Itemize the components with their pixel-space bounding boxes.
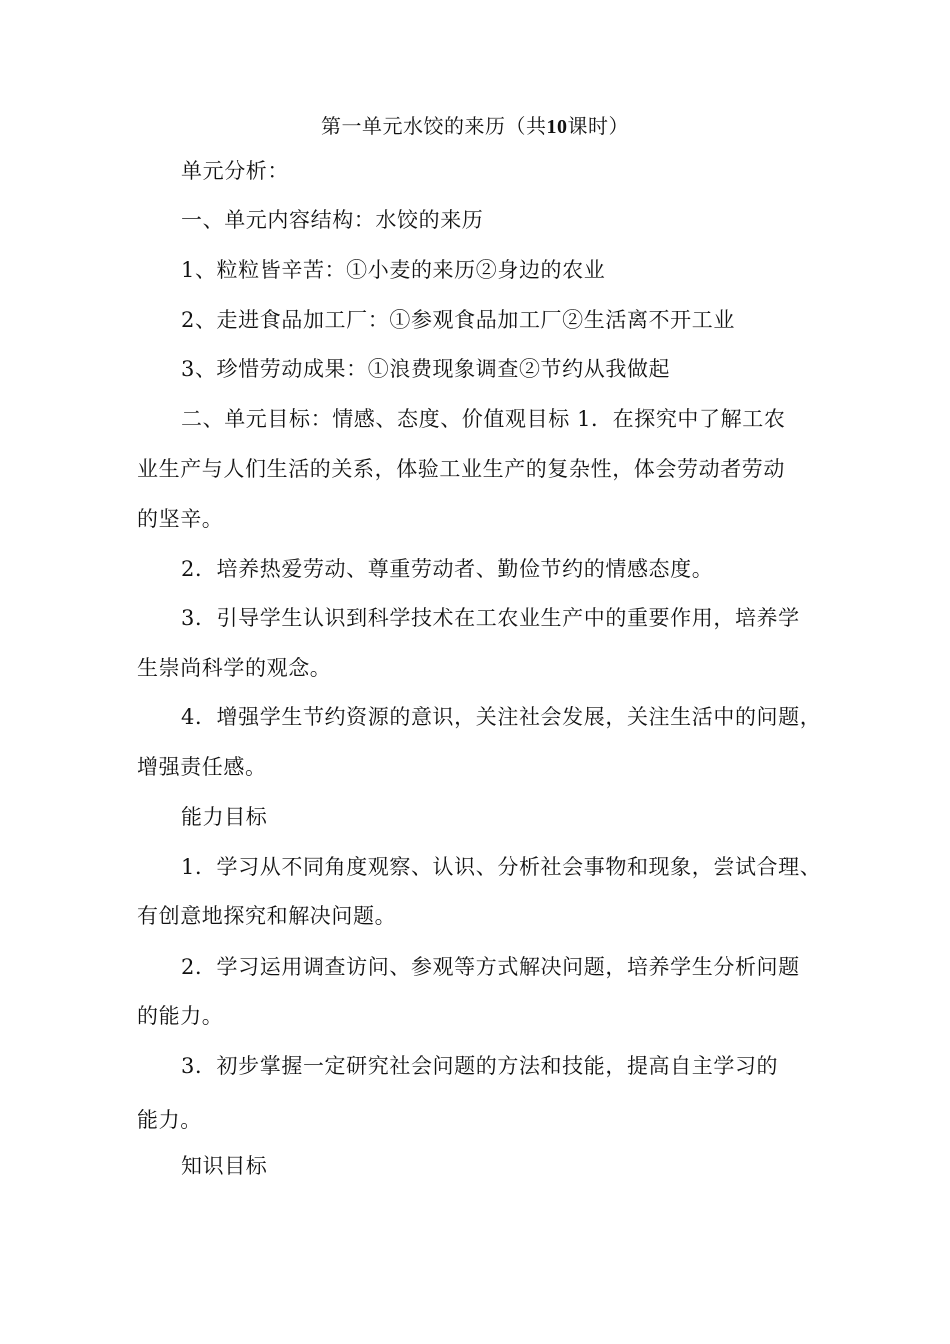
paragraph-line: 的能力。: [137, 1004, 224, 1028]
paragraph-line: 3．初步掌握一定研究社会问题的方法和技能，提高自主学习的: [181, 1054, 779, 1078]
paragraph-line: 增强责任感。: [137, 755, 267, 779]
paragraph-line: 能力。: [137, 1108, 202, 1132]
paragraph-line: 生崇尚科学的观念。: [137, 656, 332, 680]
section-heading-content-structure: 一、单元内容结构：水饺的来历: [181, 208, 484, 232]
title-suffix: 课时）: [567, 114, 629, 138]
section-heading-knowledge-goals: 知识目标: [181, 1154, 268, 1178]
paragraph-line: 的坚辛。: [137, 507, 224, 531]
paragraph-line: 4．增强学生节约资源的意识，关注社会发展，关注生活中的问题，: [181, 705, 822, 729]
paragraph-line: 3．引导学生认识到科学技术在工农业生产中的重要作用，培养学: [181, 606, 800, 630]
section-heading-ability-goals: 能力目标: [181, 805, 268, 829]
paragraph-line: 2．学习运用调查访问、参观等方式解决问题，培养学生分析问题: [181, 955, 800, 979]
paragraph-line: 2．培养热爱劳动、尊重劳动者、勤俭节约的情感态度。: [181, 557, 714, 581]
content-item-3: 3、珍惜劳动成果：①浪费现象调查②节约从我做起: [181, 357, 671, 381]
paragraph-line: 有创意地探究和解决问题。: [137, 904, 397, 928]
title-prefix: 第一单元水饺的来历（共: [321, 114, 547, 138]
title-number: 10: [546, 116, 568, 138]
section-heading-unit-analysis: 单元分析：: [181, 159, 289, 183]
paragraph-line: 1．学习从不同角度观察、认识、分析社会事物和现象，尝试合理、: [181, 855, 822, 879]
document-title: [0, 112, 950, 141]
paragraph-line: 业生产与人们生活的关系，体验工业生产的复杂性，体会劳动者劳动: [137, 457, 785, 481]
paragraph-line: 二、单元目标：情感、态度、价值观目标 1．在探究中了解工农: [181, 407, 786, 431]
content-item-1: 1、粒粒皆辛苦：①小麦的来历②身边的农业: [181, 258, 606, 282]
content-item-2: 2、走进食品加工厂：①参观食品加工厂②生活离不开工业: [181, 308, 735, 332]
